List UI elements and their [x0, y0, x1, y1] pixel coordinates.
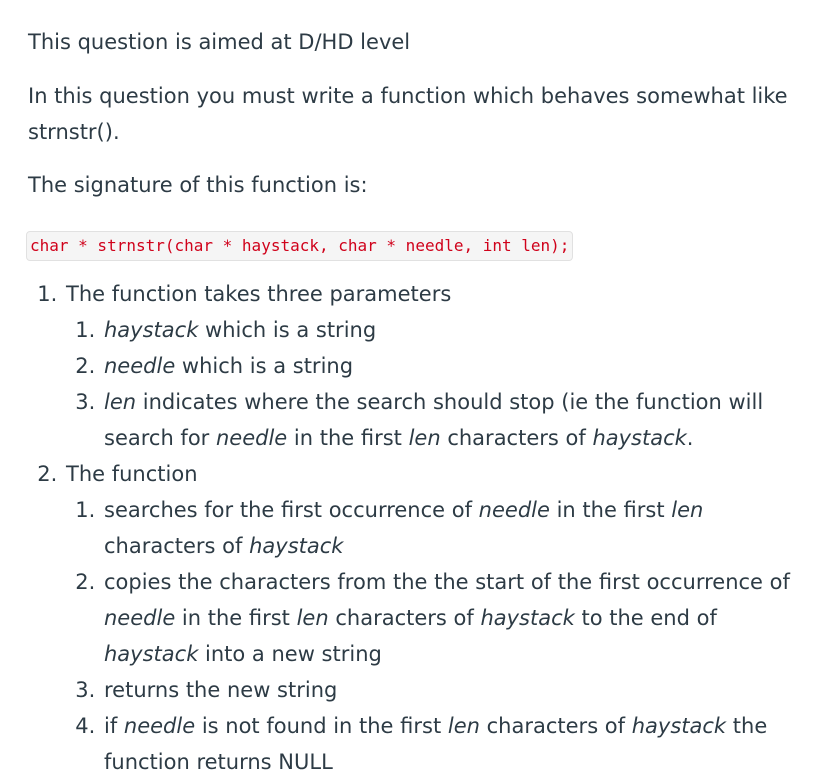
step-not-found: 4. if needle is not found in the first len characters of haystack the function returns NULL	[102, 708, 804, 780]
signature-label: The signature of this function is:	[28, 173, 368, 197]
task-description: In this question you must write a function which behaves somewhat like strnstr().	[28, 84, 788, 144]
term-len: len	[104, 390, 137, 414]
list-item-label: The function takes three parameters	[66, 282, 452, 306]
step-return: 3. returns the new string	[102, 672, 804, 708]
step-copy: 2. copies the characters from the the start of the first occurrence of needle in the first len characters of haystack to the end of haystack into a new string	[102, 564, 804, 672]
term-haystack: haystack	[104, 318, 199, 342]
requirements-list	[28, 276, 804, 780]
list-item-parameters	[64, 276, 804, 456]
param-needle: 2. needle which is a string	[102, 348, 804, 384]
term-needle: needle	[104, 354, 176, 378]
param-haystack: 1. haystack which is a string	[102, 312, 804, 348]
param-len: 3. len indicates where the search should stop (ie the function will search for needle in the first len characters of haystack.	[102, 384, 804, 456]
step-search: 1. searches for the first occurrence of needle in the first len characters of haystack	[102, 492, 804, 564]
behaviour-list	[66, 492, 804, 780]
list-item-behaviour	[64, 456, 804, 780]
list-item-label: The function	[66, 462, 198, 486]
signature-code: char * strnstr(char * haystack, char * needle, int len);	[26, 231, 573, 261]
level-note: This question is aimed at D/HD level	[28, 30, 411, 54]
parameters-list	[66, 312, 804, 456]
